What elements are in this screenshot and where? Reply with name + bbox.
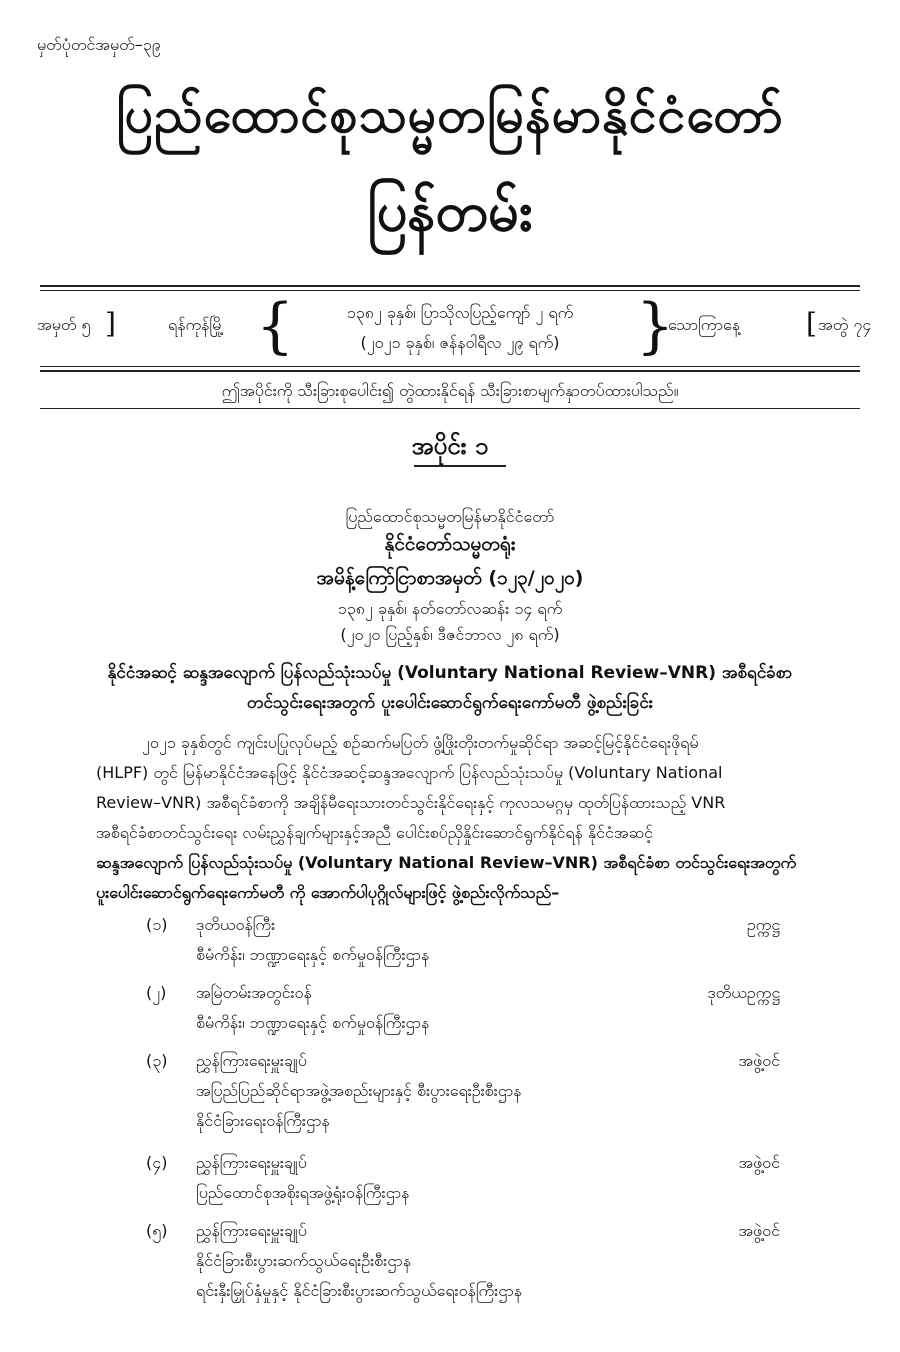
- body-line: Review–VNR) အစီရင်ခံစာကို အချိန်မီရေးသားတင်သွင်းနိုင်ရေးနှင့် ကုလသမဂ္ဂမှ ထုတ်ပြန်ထားသည့် VNR: [96, 793, 726, 812]
- member-number: (၁): [146, 915, 168, 934]
- part-title: အပိုင်း ၁: [411, 432, 489, 460]
- member-department: စီမံကိန်း၊ ဘဏ္ဍာရေးနှင့် စက်မှုဝန်ကြီးဌာန: [196, 1013, 430, 1032]
- member-department: နိုင်ငံခြားစီးပွားဆက်သွယ်ရေးဦးစီးဌာန: [196, 1251, 411, 1270]
- notice-rule: [40, 408, 860, 409]
- part-number: အမှတ် ၅: [37, 315, 91, 334]
- order-number: အမိန့်ကြော်ငြာစာအမှတ် (၁၂၃/၂၀၂၀): [316, 567, 584, 589]
- gazette-subtitle: ပြန်တမ်း: [367, 180, 533, 243]
- registration-number: မှတ်ပုံတင်အမှတ်–၃၉: [37, 35, 161, 54]
- member-department: စီမံကိန်း၊ ဘဏ္ဍာရေးနှင့် စက်မှုဝန်ကြီးဌာန: [196, 945, 430, 964]
- member-department: အပြည်ပြည်ဆိုင်ရာအဖွဲ့အစည်းများနှင့် စီးပွားရေးဦးစီးဌာန: [196, 1081, 522, 1100]
- subject-line-1: နိုင်ငံအဆင့် ဆန္ဒအလျောက် ပြန်လည်သုံးသပ်မှု (Voluntary National Review–VNR) အစီရင်ခံစာ: [107, 663, 793, 683]
- weekday: သောကြာနေ့: [668, 315, 740, 334]
- issuer-office: နိုင်ငံတော်သမ္မတရုံး: [384, 533, 516, 555]
- member-role: ဥက္ကဋ္ဌ: [746, 915, 780, 934]
- masthead-bottom-rule-thin: [40, 366, 860, 367]
- member-role: အဖွဲ့ဝင်: [738, 1051, 780, 1070]
- body-line: ဆန္ဒအလျောက် ပြန်လည်သုံးသပ်မှု (Voluntary National Review–VNR) အစီရင်ခံစာ တင်သွင်းရေးအတွက်: [96, 853, 797, 872]
- date-gregorian: (၂၀၂၁ ခုနှစ်၊ ဇန်နဝါရီလ ၂၉ ရက်): [360, 333, 560, 352]
- member-title: ညွှန်ကြားရေးမှူးချုပ်: [196, 1221, 307, 1240]
- member-number: (၄): [146, 1153, 168, 1172]
- member-number: (၂): [146, 983, 167, 1002]
- separate-binding-notice: ဤအပိုင်းကို သီးခြားစုပေါင်း၍ တွဲထားနိုင်ရန် သီးခြားစာမျက်နှာတပ်ထားပါသည်။: [221, 381, 679, 400]
- body-line: ၂၀၂၁ ခုနှစ်တွင် ကျင်းပပြုလုပ်မည့် စဉ်ဆက်မပြတ် ဖွံ့ဖြိုးတိုးတက်မှုဆိုင်ရာ အဆင့်မြင့်နိုင်ငံရေးဖိုရမ်: [142, 733, 699, 752]
- masthead-top-rule: [40, 285, 860, 287]
- left-brace: {: [256, 291, 295, 361]
- right-brace: }: [636, 291, 675, 361]
- masthead-bottom-rule: [40, 370, 860, 372]
- member-title: ဒုတိယဝန်ကြီး: [196, 915, 276, 934]
- member-number: (၅): [146, 1221, 168, 1240]
- issuer-country: ပြည်ထောင်စုသမ္မတမြန်မာနိုင်ငံတော်: [345, 507, 555, 526]
- member-number: (၃): [146, 1051, 168, 1070]
- right-bracket: ]: [105, 307, 116, 340]
- member-role: အဖွဲ့ဝင်: [738, 1153, 780, 1172]
- left-bracket: [: [806, 307, 817, 340]
- part-title-underline: [414, 465, 506, 467]
- order-date-gregorian: (၂၀၂၀ ပြည့်နှစ်၊ ဒီဇင်ဘာလ ၂၈ ရက်): [340, 625, 560, 644]
- member-title: အမြဲတမ်းအတွင်းဝန်: [196, 983, 312, 1002]
- body-line: အစီရင်ခံစာတင်သွင်းရေး လမ်းညွှန်ချက်များနှင့်အညီ ပေါင်းစပ်ညှိနှိုင်းဆောင်ရွက်နိုင်ရန် နိုင်ငံအဆင့်: [96, 823, 653, 842]
- member-title: ညွှန်ကြားရေးမှူးချုပ်: [196, 1153, 307, 1172]
- gazette-title: ပြည်ထောင်စုသမ္မတမြန်မာနိုင်ငံတော်: [116, 86, 784, 144]
- member-title: ညွှန်ကြားရေးမှူးချုပ်: [196, 1051, 307, 1070]
- member-department: ပြည်ထောင်စုအစိုးရအဖွဲ့ရုံးဝန်ကြီးဌာန: [196, 1183, 410, 1202]
- subject-line-2: တင်သွင်းရေးအတွက် ပူးပေါင်းဆောင်ရွက်ရေးကော်မတီ ဖွဲ့စည်းခြင်း: [246, 693, 654, 713]
- member-role: အဖွဲ့ဝင်: [738, 1221, 780, 1240]
- member-ministry: ရင်းနှီးမြှုပ်နှံမှုနှင့် နိုင်ငံခြားစီးပွားဆက်သွယ်ရေးဝန်ကြီးဌာန: [196, 1281, 522, 1300]
- member-role: ဒုတိယဥက္ကဋ္ဌ: [707, 983, 780, 1002]
- date-myanmar: ၁၃၈၂ ခုနှစ်၊ ပြာသိုလပြည့်ကျော် ၂ ရက်: [346, 303, 574, 322]
- volume: အတွဲ ၇၄: [818, 315, 872, 334]
- body-line: ပူးပေါင်းဆောင်ရွက်ရေးကော်မတီ ကို အောက်ပါပုဂ္ဂိုလ်များဖြင့် ဖွဲ့စည်းလိုက်သည်–: [96, 883, 560, 902]
- order-date-myanmar: ၁၃၈၂ ခုနှစ်၊ နတ်တော်လဆန်း ၁၄ ရက်: [337, 599, 563, 618]
- city: ရန်ကုန်မြို့: [168, 315, 224, 334]
- body-line: (HLPF) တွင် မြန်မာနိုင်ငံအနေဖြင့် နိုင်ငံအဆင့်ဆန္ဒအလျောက် ပြန်လည်သုံးသပ်မှု (Voluntary National: [96, 763, 723, 782]
- member-ministry: နိုင်ငံခြားရေးဝန်ကြီးဌာန: [196, 1111, 330, 1130]
- masthead-top-rule-thin: [40, 290, 860, 291]
